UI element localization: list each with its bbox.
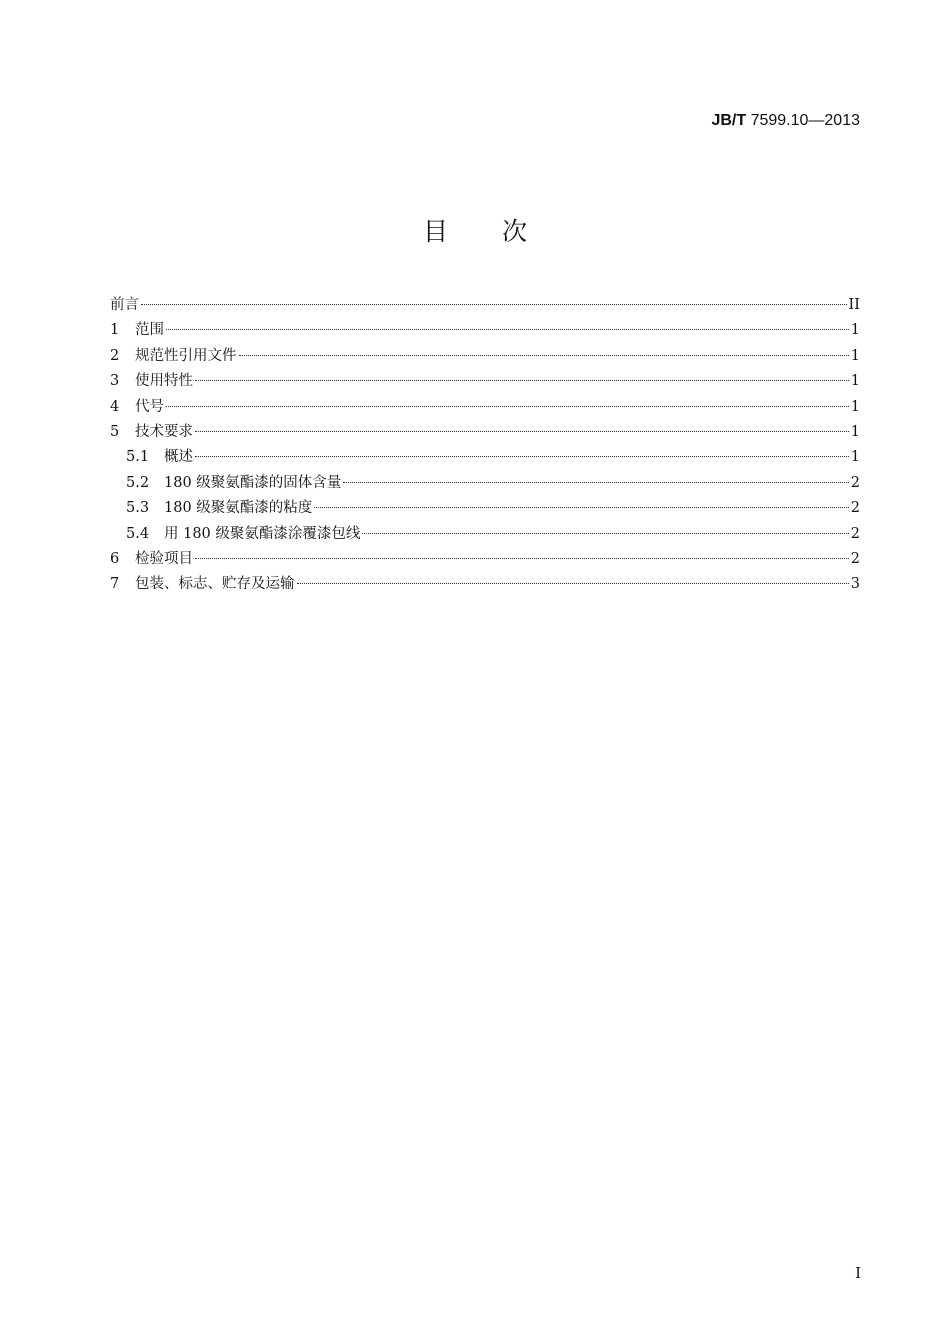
toc-entry-page: 2 [850,474,860,491]
toc-entry-label: 180 级聚氨酯漆的固体含量 [164,474,342,491]
standard-number: 7599.10—2013 [750,112,860,129]
toc-entry-page: 1 [850,347,860,364]
toc-entry-label: 代号 [135,398,164,415]
toc-leader-dots [195,456,849,457]
table-of-contents [110,293,860,598]
toc-entry-page: 3 [850,576,860,593]
toc-entry-5[interactable] [110,420,860,445]
toc-leader-dots [166,406,849,407]
toc-entry-number: 3 [110,373,120,390]
page-title: 目次 [422,217,581,246]
toc-entry-number: 5.1 [126,449,150,466]
toc-entry-2[interactable] [110,344,860,369]
toc-entry-number: 6 [110,550,120,567]
toc-entry-label: 检验项目 [135,550,193,567]
toc-entry-5-1[interactable] [110,445,860,470]
toc-entry-page: 1 [850,423,860,440]
toc-entry-number: 5.4 [126,525,150,542]
page-number: I [855,1264,861,1282]
toc-entry-label: 范围 [135,322,164,339]
toc-entry-6[interactable] [110,547,860,572]
toc-entry-page: 1 [850,373,860,390]
standard-code [711,112,860,130]
toc-entry-label: 使用特性 [135,373,193,390]
toc-entry-5-2[interactable] [110,471,860,496]
toc-entry-page: 2 [850,550,860,567]
toc-entry-label: 概述 [164,449,193,466]
toc-entry-number: 2 [110,347,120,364]
standard-prefix: JB/T [711,112,747,129]
toc-entry-page: 1 [850,449,860,466]
toc-leader-dots [141,304,847,305]
toc-entry-number: 5.2 [126,474,150,491]
toc-entry-number: 5 [110,423,120,440]
toc-entry-number: 7 [110,576,120,593]
toc-entry-foreword[interactable] [110,293,860,318]
toc-entry-5-3[interactable] [110,496,860,521]
toc-leader-dots [195,558,849,559]
toc-leader-dots [195,431,849,432]
toc-leader-dots [297,583,849,584]
toc-entry-page: 2 [850,525,860,542]
toc-entry-page: 2 [850,500,860,517]
toc-entry-label: 技术要求 [135,423,193,440]
toc-entry-number: 5.3 [126,500,150,517]
toc-leader-dots [166,329,849,330]
toc-entry-label: 前言 [110,297,139,313]
toc-entry-number: 4 [110,398,120,415]
toc-entry-label: 用 180 级聚氨酯漆涂覆漆包线 [164,525,361,542]
toc-entry-3[interactable] [110,369,860,394]
toc-leader-dots [343,482,848,483]
toc-entry-7[interactable] [110,572,860,597]
toc-entry-page: 1 [850,322,860,339]
toc-leader-dots [239,355,849,356]
toc-entry-5-4[interactable] [110,522,860,547]
toc-leader-dots [195,380,849,381]
toc-entry-label: 规范性引用文件 [135,347,237,364]
toc-leader-dots [314,507,848,508]
toc-entry-page: 1 [850,398,860,415]
toc-entry-4[interactable] [110,395,860,420]
toc-entry-label: 包装、标志、贮存及运输 [135,576,295,593]
toc-entry-1[interactable] [110,318,860,343]
toc-leader-dots [362,533,848,534]
toc-entry-number: 1 [110,322,120,339]
toc-entry-label: 180 级聚氨酯漆的粘度 [164,500,313,517]
toc-entry-page: II [848,297,860,313]
